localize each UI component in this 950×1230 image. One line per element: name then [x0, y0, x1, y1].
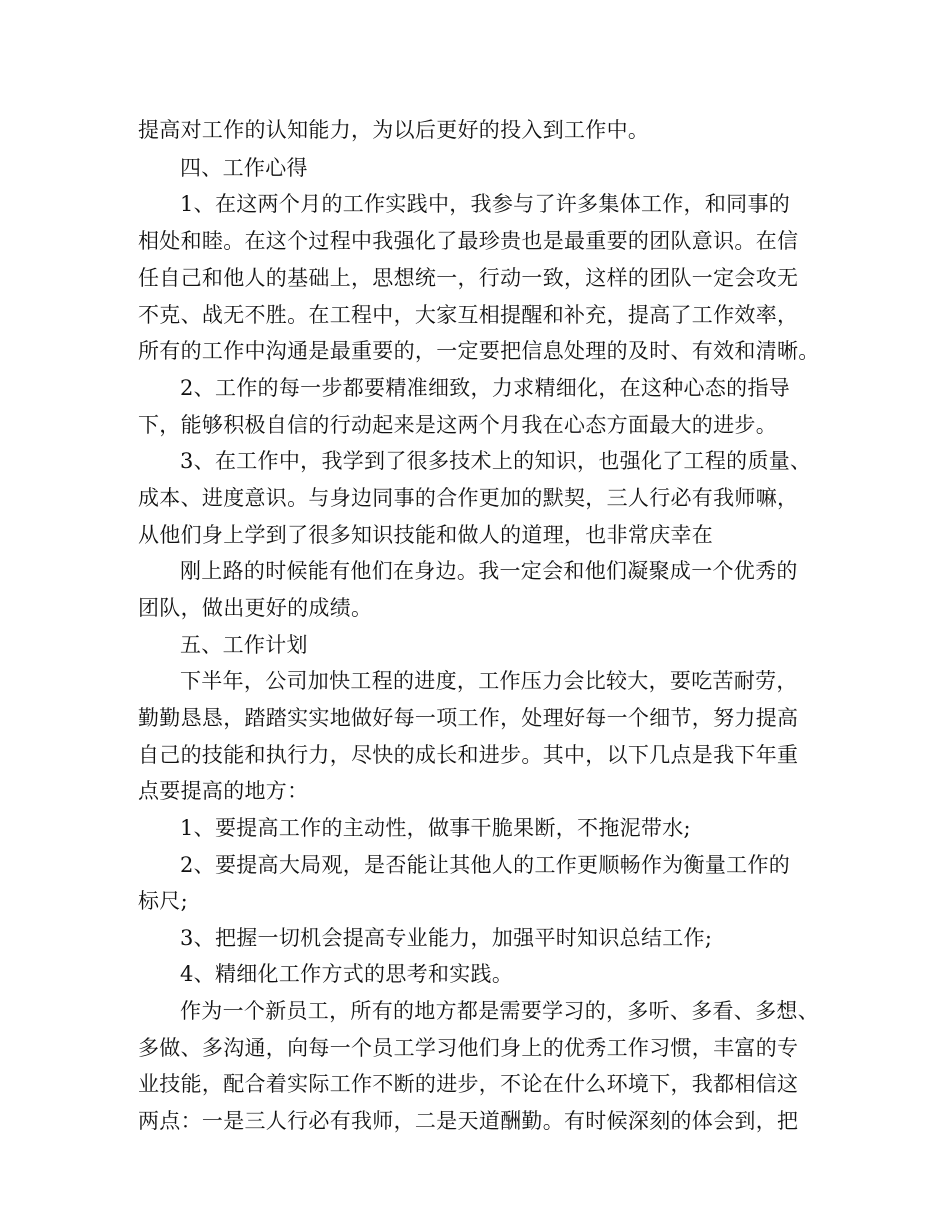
- text-line: 所有的工作中沟通是最重要的，一定要把信息处理的及时、有效和清晰。: [138, 339, 820, 363]
- text-line: 任自己和他人的基础上，思想统一，行动一致，这样的团队一定会攻无: [138, 266, 799, 290]
- list-item: 1、要提高工作的主动性，做事干脆果断，不拖泥带水;: [180, 816, 691, 840]
- text-line: 不克、战无不胜。在工程中，大家互相提醒和补充，提高了工作效率，: [138, 303, 799, 327]
- text-line: 两点：一是三人行必有我师，二是天道酬勤。有时候深刻的体会到，把: [138, 1109, 799, 1133]
- text-line: 下，能够积极自信的行动起来是这两个月我在心态方面最大的进步。: [138, 413, 777, 437]
- text-line: 作为一个新员工，所有的地方都是需要学习的，多听、多看、多想、: [180, 999, 819, 1023]
- text-line: 成本、进度意识。与身边同事的合作更加的默契，三人行必有我师嘛，: [138, 486, 799, 510]
- text-line: 3、在工作中，我学到了很多技术上的知识，也强化了工程的质量、: [180, 449, 812, 473]
- text-line: 提高对工作的认知能力，为以后更好的投入到工作中。: [138, 118, 650, 142]
- section-heading: 五、工作计划: [180, 633, 308, 657]
- text-line: 业技能，配合着实际工作不断的进步，不论在什么环境下，我都相信这: [138, 1072, 799, 1096]
- list-item: 3、把握一切机会提高专业能力，加强平时知识总结工作;: [180, 926, 713, 950]
- text-line: 团队，做出更好的成绩。: [138, 596, 373, 620]
- text-line: 从他们身上学到了很多知识技能和做人的道理，也非常庆幸在: [138, 523, 714, 547]
- list-item: 2、要提高大局观，是否能让其他人的工作更顺畅作为衡量工作的: [180, 853, 791, 877]
- text-line: 刚上路的时候能有他们在身边。我一定会和他们凝聚成一个优秀的: [180, 559, 798, 583]
- list-item: 4、精细化工作方式的思考和实践。: [180, 962, 514, 986]
- text-line: 下半年，公司加快工程的进度，工作压力会比较大，要吃苦耐劳，: [180, 669, 798, 693]
- text-line: 勤勤恳恳，踏踏实实地做好每一项工作，处理好每一个细节，努力提高: [138, 706, 799, 730]
- text-line: 2、工作的每一步都要精准细致，力求精细化，在这种心态的指导: [180, 376, 791, 400]
- text-line: 1、在这两个月的工作实践中，我参与了许多集体工作，和同事的: [180, 192, 791, 216]
- text-line: 标尺;: [138, 889, 188, 913]
- text-line: 相处和睦。在这个过程中我强化了最珍贵也是最重要的团队意识。在信: [138, 229, 799, 253]
- section-heading: 四、工作心得: [180, 156, 308, 180]
- text-line: 点要提高的地方：: [138, 779, 309, 803]
- text-line: 自己的技能和执行力，尽快的成长和进步。其中，以下几点是我下年重: [138, 743, 799, 767]
- text-line: 多做、多沟通，向每一个员工学习他们身上的优秀工作习惯，丰富的专: [138, 1036, 799, 1060]
